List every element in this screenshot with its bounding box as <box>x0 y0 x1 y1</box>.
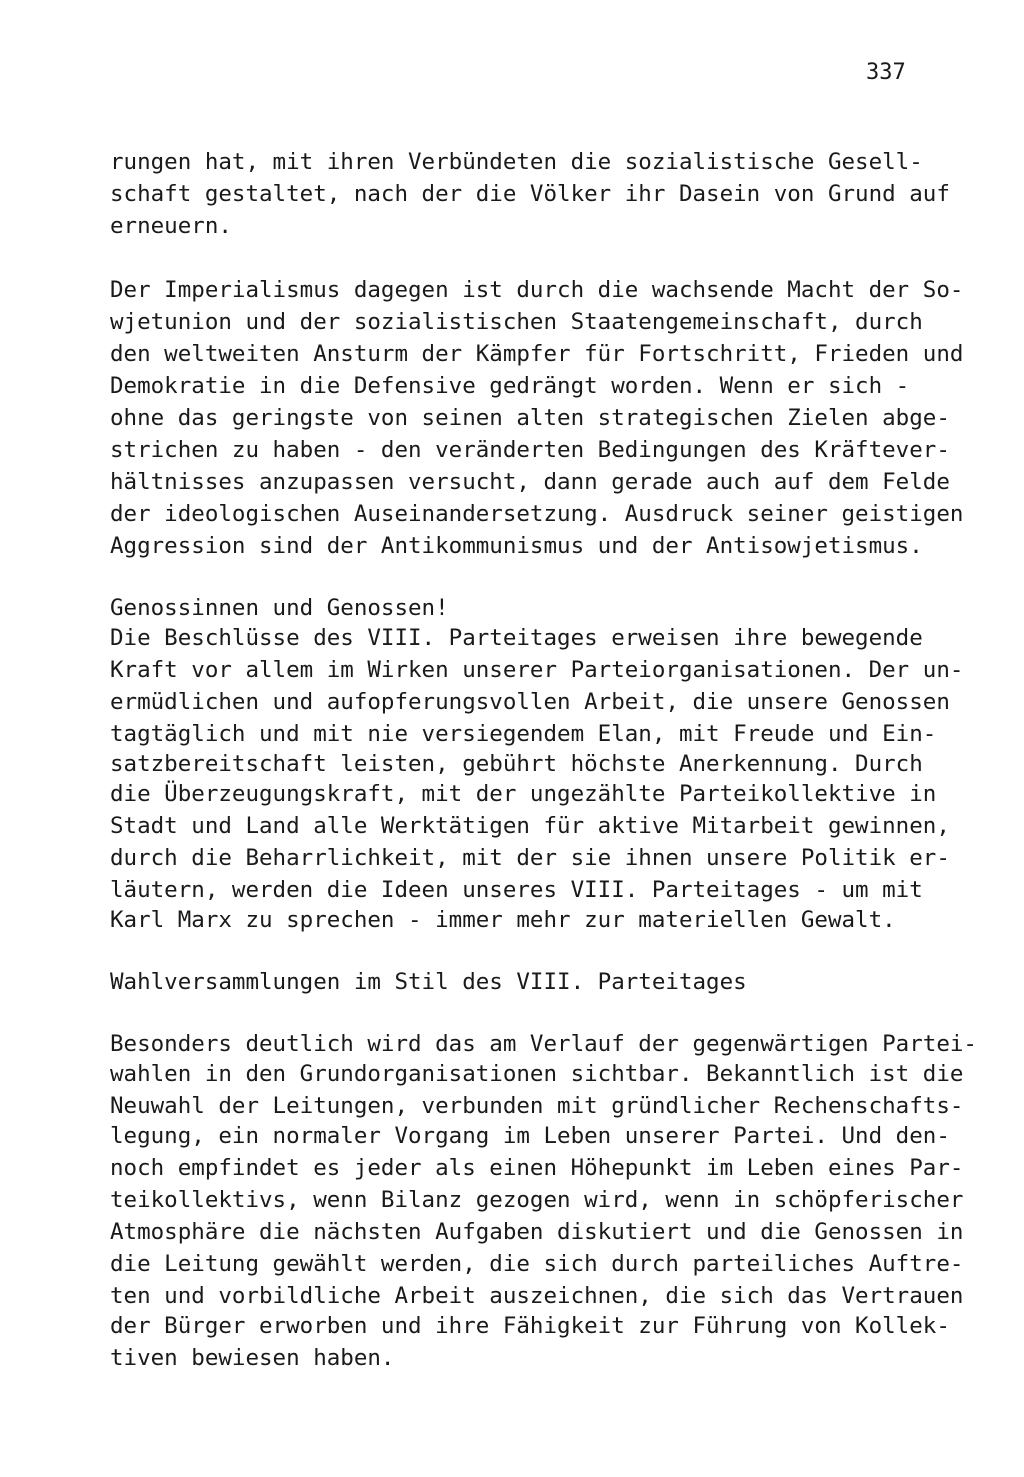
text-line: teikollektivs, wenn Bilanz gezogen wird, wenn in schöpferischer <box>110 1187 964 1213</box>
text-line: wahlen in den Grundorganisationen sichtbar. Bekanntlich ist die <box>110 1061 964 1087</box>
text-line: noch empfindet es jeder als einen Höhepunkt im Leben eines Par- <box>110 1155 964 1181</box>
text-line: strichen zu haben - den veränderten Bedingungen des Kräftever- <box>110 437 950 463</box>
text-line: die Leitung gewählt werden, die sich durch parteiliches Auftre- <box>110 1251 964 1277</box>
page-number: 337 <box>866 60 906 85</box>
text-line: den weltweiten Ansturm der Kämpfer für Fortschritt, Frieden und <box>110 341 964 367</box>
text-line: der Bürger erworben und ihre Fähigkeit zur Führung von Kollek- <box>110 1313 950 1339</box>
text-line: Stadt und Land alle Werktätigen für aktive Mitarbeit gewinnen, <box>110 813 950 839</box>
text-line: wjetunion und der sozialistischen Staatengemeinschaft, durch <box>110 309 923 335</box>
text-line: Karl Marx zu sprechen - immer mehr zur materiellen Gewalt. <box>110 907 896 933</box>
section-heading: Wahlversammlungen im Stil des VIII. Parteitages <box>110 969 747 995</box>
text-line: durch die Beharrlichkeit, mit der sie ihnen unsere Politik er- <box>110 845 950 871</box>
text-line: Demokratie in die Defensive gedrängt worden. Wenn er sich - <box>110 373 910 399</box>
text-line: die Überzeugungskraft, mit der ungezählte Parteikollektive in <box>110 781 937 807</box>
text-line: rungen hat, mit ihren Verbündeten die sozialistische Gesell- <box>110 149 923 175</box>
text-line: ohne das geringste von seinen alten strategischen Zielen abge- <box>110 405 950 431</box>
text-line: schaft gestaltet, nach der die Völker ihr Dasein von Grund auf <box>110 181 950 207</box>
text-line: Besonders deutlich wird das am Verlauf der gegenwärtigen Partei- <box>110 1031 977 1057</box>
text-line: Kraft vor allem im Wirken unserer Parteiorganisationen. Der un- <box>110 657 964 683</box>
text-line: ten und vorbildliche Arbeit auszeichnen, die sich das Vertrauen <box>110 1283 964 1309</box>
text-line: Neuwahl der Leitungen, verbunden mit gründlicher Rechenschafts- <box>110 1093 964 1119</box>
text-line: ermüdlichen und aufopferungsvollen Arbeit, die unsere Genossen <box>110 689 950 715</box>
text-line: Atmosphäre die nächsten Aufgaben diskutiert und die Genossen in <box>110 1219 964 1245</box>
text-line: der ideologischen Auseinandersetzung. Ausdruck seiner geistigen <box>110 501 964 527</box>
text-line: erneuern. <box>110 213 232 239</box>
text-line: satzbereitschaft leisten, gebührt höchste Anerkennung. Durch <box>110 751 923 777</box>
text-line: Der Imperialismus dagegen ist durch die wachsende Macht der So- <box>110 277 964 303</box>
text-line: hältnisses anzupassen versucht, dann gerade auch auf dem Felde <box>110 469 950 495</box>
text-line: tiven bewiesen haben. <box>110 1345 395 1371</box>
text-line: Die Beschlüsse des VIII. Parteitages erweisen ihre bewegende <box>110 625 923 651</box>
text-line: tagtäglich und mit nie versiegendem Elan, mit Freude und Ein- <box>110 721 937 747</box>
section-salutation: Genossinnen und Genossen! <box>110 595 449 621</box>
text-line: legung, ein normaler Vorgang im Leben unserer Partei. Und den- <box>110 1123 950 1149</box>
text-line: Aggression sind der Antikommunismus und der Antisowjetismus. <box>110 533 923 559</box>
text-line: läutern, werden die Ideen unseres VIII. Parteitages - um mit <box>110 877 923 903</box>
